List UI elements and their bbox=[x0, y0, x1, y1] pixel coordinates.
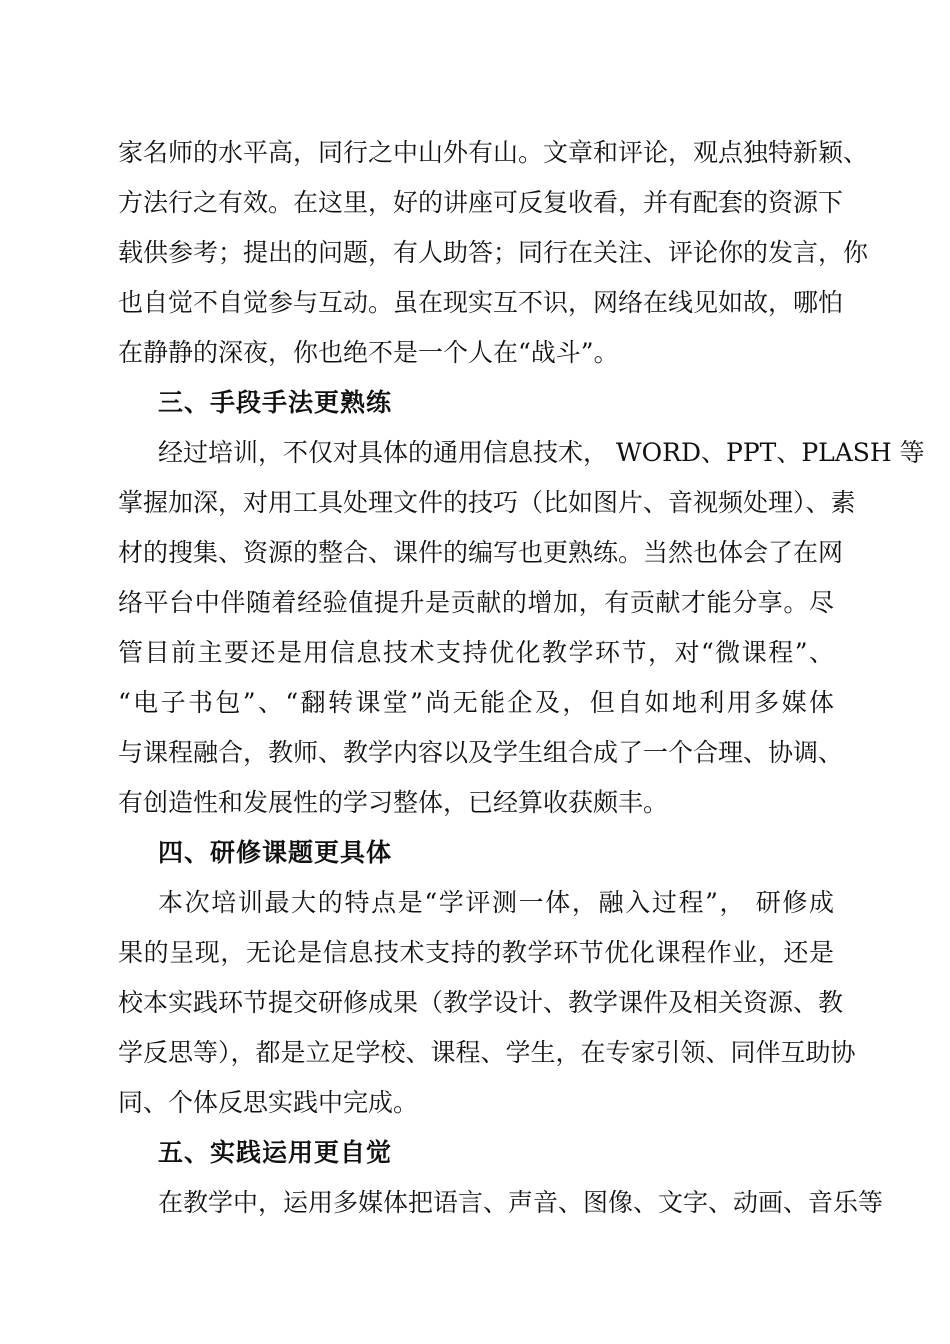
paragraph-line: 载供参考；提出的问题，有人助答；同行在关注、评论你的发言，你 bbox=[118, 238, 869, 267]
paragraph-line: 管目前主要还是用信息技术支持优化教学环节，对“微课程”、 bbox=[118, 638, 834, 667]
section-heading-4: 四、研修课题更具体 bbox=[158, 838, 393, 867]
paragraph-line: 也自觉不自觉参与互动。虽在现实互不识，网络在线见如故，哪怕 bbox=[118, 288, 844, 317]
paragraph-line: 学反思等），都是立足学校、课程、学生，在专家引领、同伴互助协 bbox=[118, 1038, 856, 1067]
paragraph-line: 络平台中伴随着经验值提升是贡献的增加，有贡献才能分享。尽 bbox=[118, 588, 834, 617]
section-heading-5: 五、实践运用更自觉 bbox=[158, 1138, 393, 1167]
paragraph-line: 家名师的水平高，同行之中山外有山。文章和评论，观点独特新颖、 bbox=[118, 138, 869, 167]
paragraph-line: 本次培训最大的特点是“学评测一体，融入过程”， 研修成 bbox=[158, 888, 834, 917]
paragraph-line: 同、个体反思实践中完成。 bbox=[118, 1088, 419, 1117]
paragraph-line: 方法行之有效。在这里，好的讲座可反复收看，并有配套的资源下 bbox=[118, 188, 844, 217]
document-body bbox=[118, 128, 925, 1228]
paragraph-line: 材的搜集、资源的整合、课件的编写也更熟练。当然也体会了在网 bbox=[118, 538, 844, 567]
paragraph-line: 校本实践环节提交研修成果（教学设计、教学课件及相关资源、教 bbox=[118, 988, 844, 1017]
paragraph-line: 有创造性和发展性的学习整体，已经算收获颇丰。 bbox=[118, 788, 669, 817]
paragraph-line: 经过培训，不仅对具体的通用信息技术， WORD、PPT、PLASH 等 bbox=[158, 438, 925, 467]
paragraph-line: 在教学中，运用多媒体把语言、声音、图像、文字、动画、音乐等 bbox=[158, 1188, 884, 1217]
paragraph-line: 在静静的深夜，你也绝不是一个人在“战斗”。 bbox=[118, 338, 619, 367]
paragraph-line: 果的呈现，无论是信息技术支持的教学环节优化课程作业，还是 bbox=[118, 938, 834, 967]
paragraph-line: “电子书包”、“翻转课堂”尚无能企及，但自如地利用多媒体 bbox=[118, 688, 834, 717]
section-heading-3: 三、手段手法更熟练 bbox=[158, 388, 393, 417]
paragraph-line: 掌握加深，对用工具处理文件的技巧（比如图片、音视频处理）、素 bbox=[118, 488, 856, 517]
paragraph-line: 与课程融合，教师、教学内容以及学生组合成了一个合理、协调、 bbox=[118, 738, 844, 767]
